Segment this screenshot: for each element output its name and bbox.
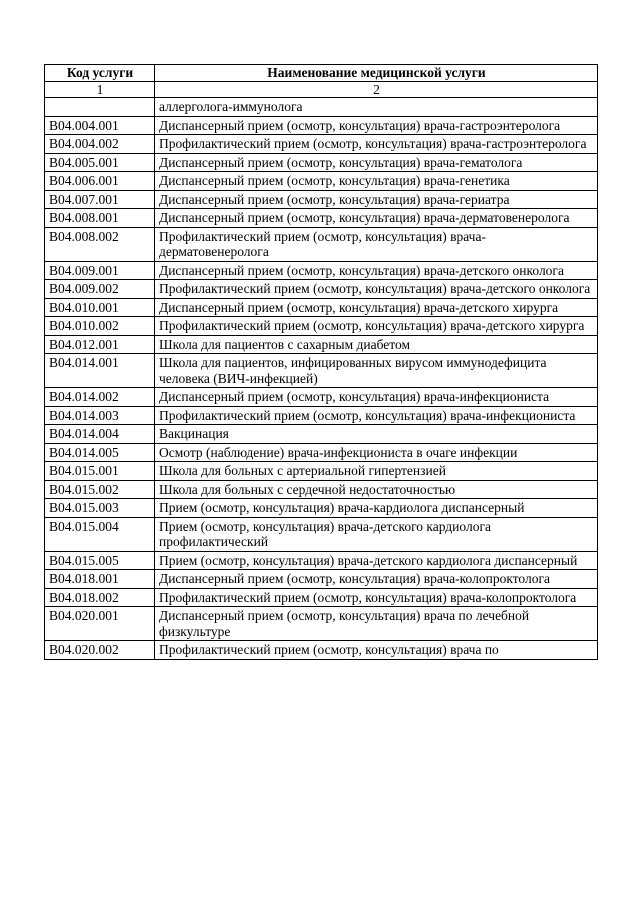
- service-code: B04.015.003: [45, 499, 155, 518]
- service-name: Диспансерный прием (осмотр, консультация) врача-колопроктолога: [155, 570, 598, 589]
- service-code: B04.005.001: [45, 153, 155, 172]
- service-name: Осмотр (наблюдение) врача-инфекциониста в очаге инфекции: [155, 443, 598, 462]
- service-code: B04.008.001: [45, 209, 155, 228]
- service-name: Школа для больных с артериальной гипертензией: [155, 462, 598, 481]
- medical-services-table: [44, 64, 598, 660]
- table-row: [45, 388, 598, 407]
- service-name: Профилактический прием (осмотр, консультация) врача-колопроктолога: [155, 588, 598, 607]
- table-row: [45, 443, 598, 462]
- service-name: Диспансерный прием (осмотр, консультация) врача-детского онколога: [155, 261, 598, 280]
- service-name: Профилактический прием (осмотр, консультация) врача-инфекциониста: [155, 406, 598, 425]
- table-row: [45, 116, 598, 135]
- table-row: [45, 317, 598, 336]
- service-name: Профилактический прием (осмотр, консультация) врача-дерматовенеролога: [155, 227, 598, 261]
- header-code: Код услуги: [45, 65, 155, 82]
- service-code: B04.018.002: [45, 588, 155, 607]
- table-header-row: [45, 65, 598, 82]
- table-row: [45, 190, 598, 209]
- service-name: Диспансерный прием (осмотр, консультация) врача-детского хирурга: [155, 298, 598, 317]
- table-row: [45, 209, 598, 228]
- service-code: B04.020.002: [45, 641, 155, 660]
- table-row: [45, 570, 598, 589]
- service-code: B04.014.002: [45, 388, 155, 407]
- table-row: [45, 499, 598, 518]
- service-name: Профилактический прием (осмотр, консультация) врача-гастроэнтеролога: [155, 135, 598, 154]
- table-row: [45, 517, 598, 551]
- service-name: Диспансерный прием (осмотр, консультация) врача-гастроэнтеролога: [155, 116, 598, 135]
- service-name: Диспансерный прием (осмотр, консультация) врача-инфекциониста: [155, 388, 598, 407]
- service-code: B04.008.002: [45, 227, 155, 261]
- table-row: [45, 98, 598, 117]
- service-name: Диспансерный прием (осмотр, консультация) врача-гериатра: [155, 190, 598, 209]
- service-code: B04.009.001: [45, 261, 155, 280]
- service-name: Диспансерный прием (осмотр, консультация) врача-генетика: [155, 172, 598, 191]
- service-name: Школа для пациентов, инфицированных вирусом иммунодефицита человека (ВИЧ-инфекцией): [155, 354, 598, 388]
- service-code: B04.004.002: [45, 135, 155, 154]
- table-row: [45, 607, 598, 641]
- table-row: [45, 335, 598, 354]
- service-name: Профилактический прием (осмотр, консультация) врача-детского хирурга: [155, 317, 598, 336]
- service-code: B04.010.002: [45, 317, 155, 336]
- column-number-name: 2: [155, 81, 598, 98]
- service-name: Прием (осмотр, консультация) врача-детского кардиолога профилактический: [155, 517, 598, 551]
- column-number-code: 1: [45, 81, 155, 98]
- service-code: B04.015.005: [45, 551, 155, 570]
- table-row: [45, 480, 598, 499]
- service-name: Школа для больных с сердечной недостаточностью: [155, 480, 598, 499]
- service-code: B04.020.001: [45, 607, 155, 641]
- service-code: B04.015.004: [45, 517, 155, 551]
- service-code: B04.014.005: [45, 443, 155, 462]
- table-row: [45, 641, 598, 660]
- service-code: B04.009.002: [45, 280, 155, 299]
- service-code: B04.007.001: [45, 190, 155, 209]
- table-row: [45, 153, 598, 172]
- service-code: B04.015.001: [45, 462, 155, 481]
- service-name: аллерголога-иммунолога: [155, 98, 598, 117]
- table-row: [45, 298, 598, 317]
- service-code: [45, 98, 155, 117]
- service-name: Вакцинация: [155, 425, 598, 444]
- service-name: Диспансерный прием (осмотр, консультация) врача-дерматовенеролога: [155, 209, 598, 228]
- table-row: [45, 406, 598, 425]
- service-name: Диспансерный прием (осмотр, консультация) врача по лечебной физкультуре: [155, 607, 598, 641]
- table-row: [45, 588, 598, 607]
- service-code: B04.010.001: [45, 298, 155, 317]
- table-row: [45, 227, 598, 261]
- service-name: Профилактический прием (осмотр, консультация) врача по: [155, 641, 598, 660]
- table-row: [45, 135, 598, 154]
- service-code: B04.014.004: [45, 425, 155, 444]
- service-name: Профилактический прием (осмотр, консультация) врача-детского онколога: [155, 280, 598, 299]
- service-code: B04.018.001: [45, 570, 155, 589]
- service-code: B04.012.001: [45, 335, 155, 354]
- table-row: [45, 280, 598, 299]
- table-row: [45, 261, 598, 280]
- column-number-row: [45, 81, 598, 98]
- service-name: Прием (осмотр, консультация) врача-детского кардиолога диспансерный: [155, 551, 598, 570]
- service-code: B04.014.001: [45, 354, 155, 388]
- table-row: [45, 462, 598, 481]
- service-code: B04.006.001: [45, 172, 155, 191]
- service-name: Школа для пациентов с сахарным диабетом: [155, 335, 598, 354]
- table-row: [45, 551, 598, 570]
- service-code: B04.015.002: [45, 480, 155, 499]
- service-name: Диспансерный прием (осмотр, консультация) врача-гематолога: [155, 153, 598, 172]
- table-body: [45, 98, 598, 660]
- service-name: Прием (осмотр, консультация) врача-кардиолога диспансерный: [155, 499, 598, 518]
- service-code: B04.004.001: [45, 116, 155, 135]
- table-row: [45, 354, 598, 388]
- header-name: Наименование медицинской услуги: [155, 65, 598, 82]
- table-row: [45, 172, 598, 191]
- service-code: B04.014.003: [45, 406, 155, 425]
- table-row: [45, 425, 598, 444]
